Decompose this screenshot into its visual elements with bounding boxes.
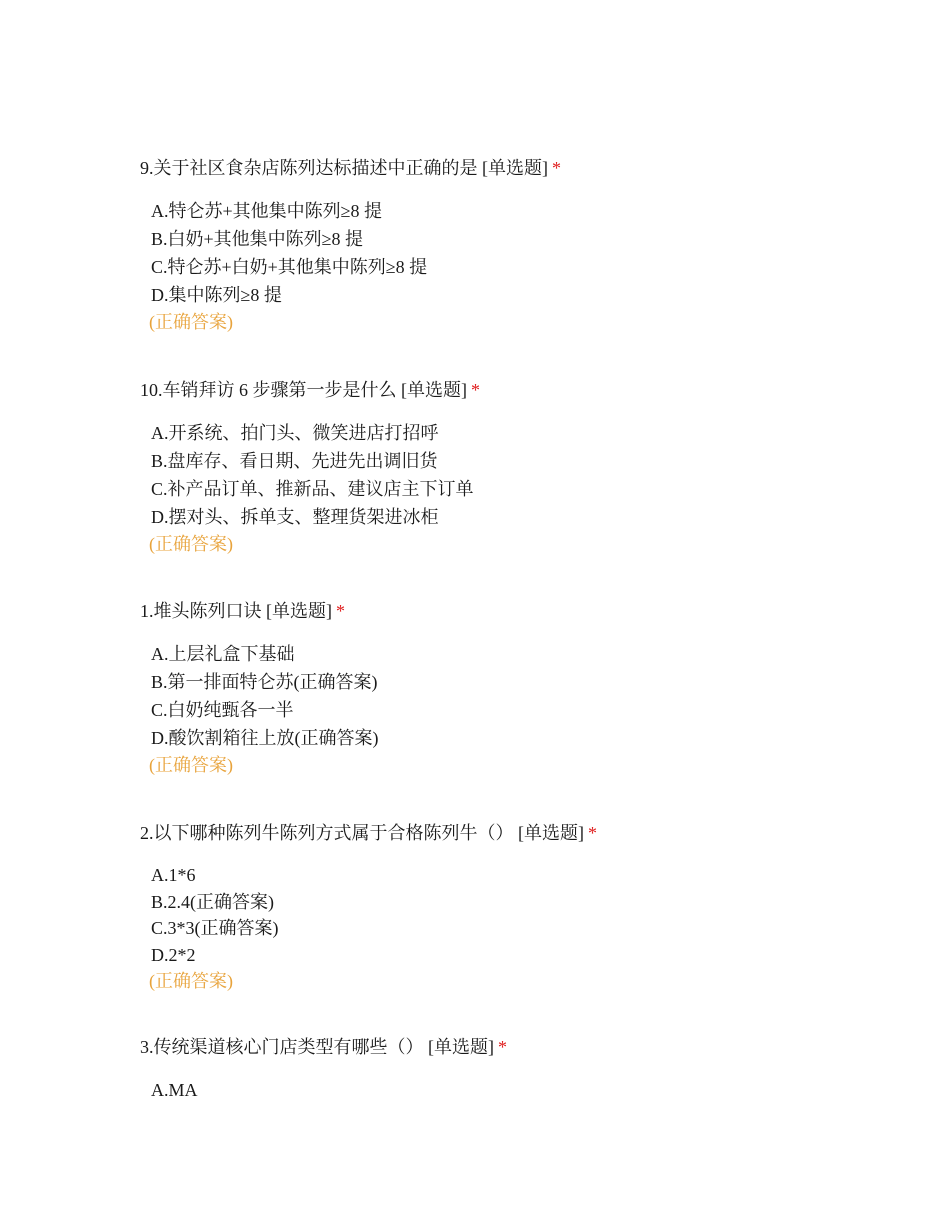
option-c[interactable]: C.白奶纯甄各一半 [151,700,294,720]
option-b[interactable]: B.第一排面特仑苏(正确答案) [151,672,378,692]
option-d[interactable]: D.集中陈列≥8 提 [151,285,282,305]
option-list [140,1076,900,1104]
question-text: 10.车销拜访 6 步骤第一步是什么 [单选题] [140,380,467,400]
option-list [140,419,900,531]
option-c[interactable]: C.补产品订单、推新品、建议店主下订单 [151,479,474,499]
correct-answer-label: (正确答案) [149,755,233,775]
required-mark: * [588,823,597,843]
option-a[interactable]: A.MA [151,1080,198,1100]
correct-answer-label: (正确答案) [149,312,233,332]
option-a[interactable]: A.特仑苏+其他集中陈列≥8 提 [151,201,383,221]
question-1 [140,599,900,778]
option-b[interactable]: B.白奶+其他集中陈列≥8 提 [151,229,364,249]
question-2 [140,821,900,994]
required-mark: * [336,601,345,621]
question-title [140,821,900,845]
required-mark: * [552,158,561,178]
question-9 [140,156,900,335]
question-3 [140,1035,900,1104]
required-mark: * [471,380,480,400]
question-title [140,599,900,623]
required-mark: * [498,1037,507,1057]
option-list [140,197,900,309]
option-a[interactable]: A.上层礼盒下基础 [151,644,295,664]
option-d[interactable]: D.2*2 [151,944,196,965]
question-title [140,1035,900,1059]
question-title [140,156,900,180]
option-c[interactable]: C.特仑苏+白奶+其他集中陈列≥8 提 [151,257,428,277]
question-text: 3.传统渠道核心门店类型有哪些（） [单选题] [140,1037,494,1057]
question-text: 9.关于社区食杂店陈列达标描述中正确的是 [单选题] [140,158,548,178]
option-d[interactable]: D.摆对头、拆单支、整理货架进冰柜 [151,507,439,527]
correct-answer-label: (正确答案) [149,534,233,554]
option-a[interactable]: A.开系统、拍门头、微笑进店打招呼 [151,423,439,443]
option-list [140,862,900,968]
option-a[interactable]: A.1*6 [151,865,196,885]
question-text: 1.堆头陈列口诀 [单选题] [140,601,332,621]
question-text: 2.以下哪种陈列牛陈列方式属于合格陈列牛（） [单选题] [140,823,584,843]
option-b[interactable]: B.2.4(正确答案) [151,891,274,912]
option-b[interactable]: B.盘库存、看日期、先进先出调旧货 [151,451,438,471]
correct-answer-label: (正确答案) [149,971,233,991]
question-10 [140,378,900,557]
option-list [140,640,900,752]
option-d[interactable]: D.酸饮割箱往上放(正确答案) [151,728,379,748]
option-c[interactable]: C.3*3(正确答案) [151,918,279,938]
question-title [140,378,900,402]
